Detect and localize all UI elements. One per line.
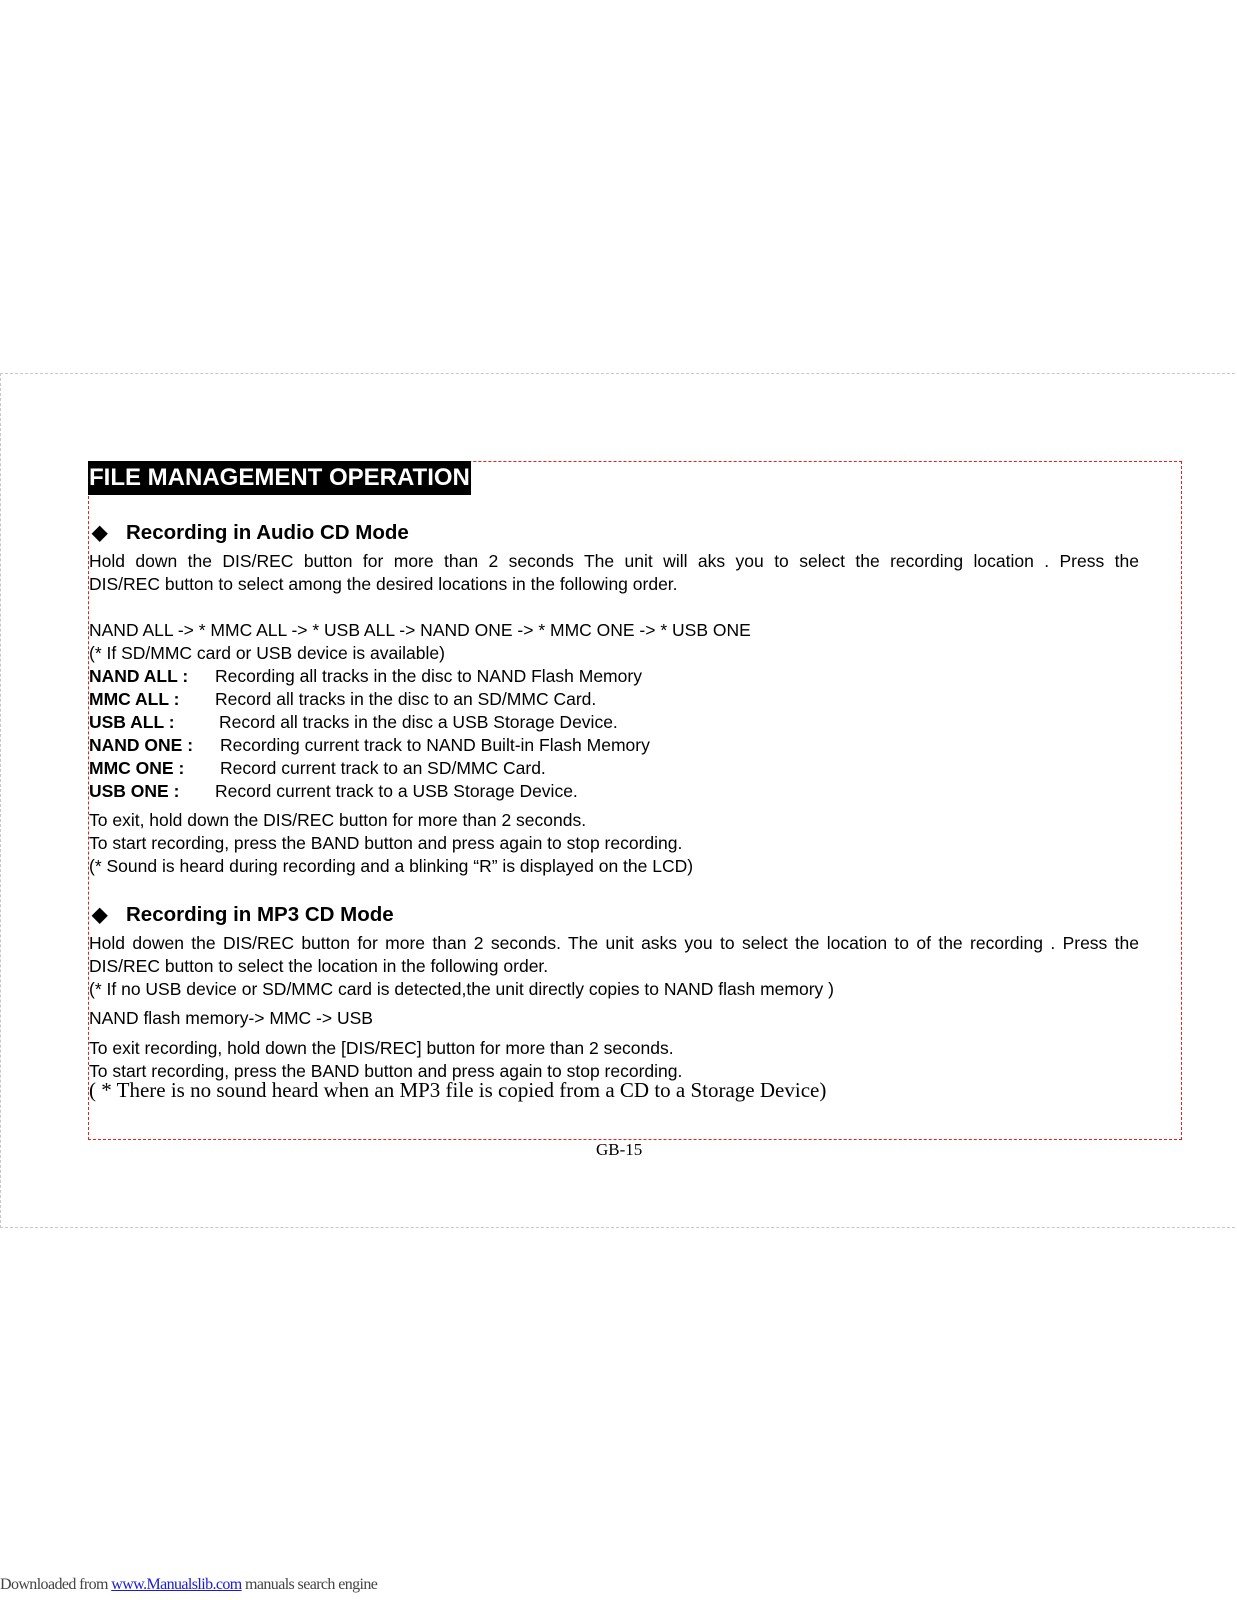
option-label: MMC ONE :: [89, 758, 185, 778]
option-row: [89, 688, 596, 710]
diamond-bullet-icon: ◆: [92, 522, 108, 544]
option-desc: Record current track to an SD/MMC Card.: [220, 758, 546, 778]
paragraph-line: Hold down the DIS/REC button for more than 2 seconds The unit will aks you to select the recording location . Press the: [89, 551, 1139, 571]
option-label: NAND ALL :: [89, 666, 189, 686]
recording-order: NAND ALL -> * MMC ALL -> * USB ALL -> NAND ONE -> * MMC ONE -> * USB ONE: [89, 620, 751, 640]
paragraph-line: Hold dowen the DIS/REC button for more than 2 seconds. The unit asks you to select the location to of the recording . Press the: [89, 933, 1139, 953]
option-row: [89, 757, 546, 779]
option-label: USB ALL :: [89, 712, 175, 732]
diamond-bullet-icon: ◆: [92, 904, 108, 926]
page-title: FILE MANAGEMENT OPERATION: [88, 461, 471, 495]
option-label: MMC ALL :: [89, 689, 180, 709]
footer: [0, 1575, 377, 1595]
heading-text: Recording in MP3 CD Mode: [126, 903, 394, 926]
option-desc: Recording all tracks in the disc to NAND Flash Memory: [215, 666, 642, 686]
footer-suffix: manuals search engine: [241, 1576, 378, 1593]
start-instruction: To start recording, press the BAND button and press again to stop recording.: [89, 833, 683, 853]
sound-note: (* Sound is heard during recording and a blinking “R” is displayed on the LCD): [89, 856, 694, 876]
detection-note: (* If no USB device or SD/MMC card is detected,the unit directly copies to NAND flash memory ): [89, 979, 834, 999]
option-desc: Record all tracks in the disc a USB Storage Device.: [219, 712, 618, 732]
option-desc: Recording current track to NAND Built-in Flash Memory: [220, 735, 650, 755]
exit-instruction: To exit recording, hold down the [DIS/REC] button for more than 2 seconds.: [89, 1038, 674, 1058]
section-heading-audio-cd: [92, 520, 409, 546]
page-number: GB-15: [596, 1140, 643, 1159]
sound-note: ( * There is no sound heard when an MP3 file is copied from a CD to a Storage Device): [89, 1078, 827, 1102]
option-row: [89, 734, 650, 756]
footer-prefix: Downloaded from: [0, 1576, 112, 1593]
recording-order: NAND flash memory-> MMC -> USB: [89, 1008, 373, 1028]
manualslib-link[interactable]: www.Manualslib.com: [111, 1576, 242, 1593]
option-row: [89, 711, 618, 733]
exit-instruction: To exit, hold down the DIS/REC button for more than 2 seconds.: [89, 810, 587, 830]
paragraph-line: DIS/REC button to select among the desired locations in the following order.: [89, 574, 678, 594]
section-heading-mp3-cd: [92, 902, 394, 928]
option-label: NAND ONE :: [89, 735, 194, 755]
option-label: USB ONE :: [89, 781, 180, 801]
option-desc: Record all tracks in the disc to an SD/MMC Card.: [215, 689, 597, 709]
option-row: [89, 780, 578, 802]
paragraph-line: DIS/REC button to select the location in the following order.: [89, 956, 549, 976]
recording-order-note: (* If SD/MMC card or USB device is available): [89, 643, 445, 663]
start-instruction: To start recording, press the BAND button and press again to stop recording.: [89, 1061, 683, 1081]
option-desc: Record current track to a USB Storage Device.: [215, 781, 578, 801]
heading-text: Recording in Audio CD Mode: [126, 521, 409, 544]
option-row: [89, 665, 642, 687]
